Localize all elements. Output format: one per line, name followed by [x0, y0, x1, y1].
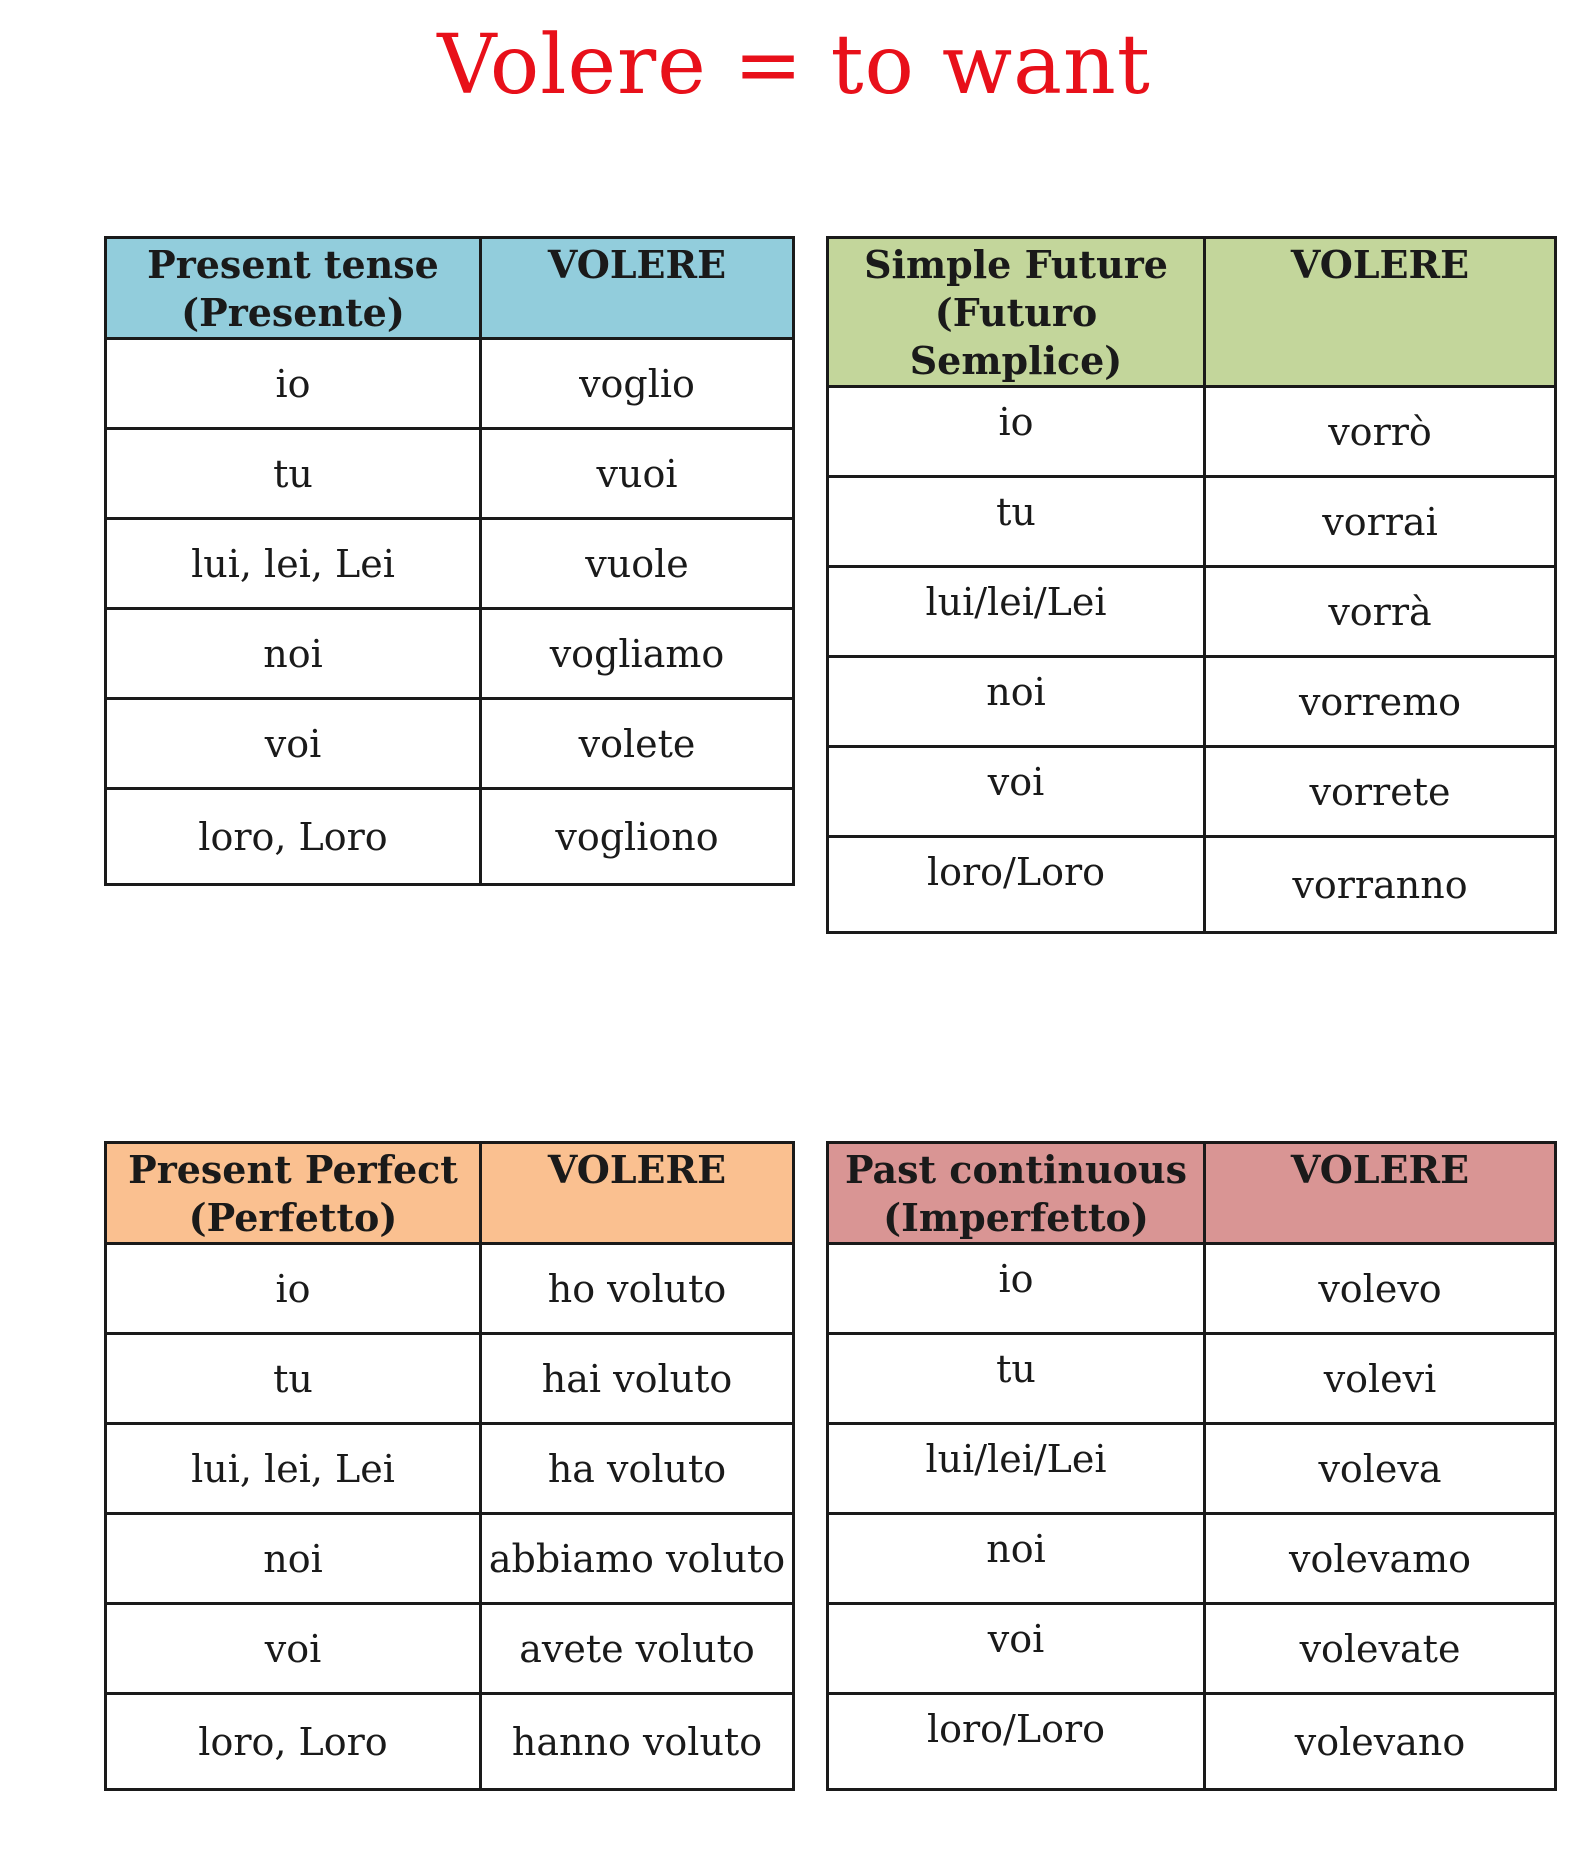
table-row — [828, 1694, 1556, 1790]
table-row — [828, 567, 1556, 657]
tense-italian-name: (Presente) — [181, 290, 405, 335]
table-row — [828, 657, 1556, 747]
conjugation-cell: vorrete — [1205, 747, 1556, 837]
pronoun-cell: loro/Loro — [828, 837, 1205, 933]
table-row — [106, 1604, 794, 1694]
page-title: Volere = to want — [437, 18, 1151, 113]
table-row — [106, 339, 794, 429]
conjugation-cell: vorranno — [1205, 837, 1556, 933]
table-row — [828, 1334, 1556, 1424]
verb-header: VOLERE — [481, 238, 794, 339]
present-tense-table — [104, 236, 795, 886]
tense-italian-name: (Perfetto) — [188, 1195, 398, 1240]
conjugation-cell: ha voluto — [481, 1424, 794, 1514]
pronoun-cell: voi — [828, 747, 1205, 837]
tense-header — [106, 1143, 481, 1244]
table-row — [828, 1424, 1556, 1514]
conjugation-cell: voleva — [1205, 1424, 1556, 1514]
pronoun-cell: noi — [106, 1514, 481, 1604]
table-row — [106, 1334, 794, 1424]
pronoun-cell: voi — [828, 1604, 1205, 1694]
conjugation-cell: hai voluto — [481, 1334, 794, 1424]
table-row — [106, 1424, 794, 1514]
table-row — [828, 387, 1556, 477]
conjugation-cell: volete — [481, 699, 794, 789]
pronoun-cell: voi — [106, 699, 481, 789]
table-row — [106, 1244, 794, 1334]
pronoun-cell: lui/lei/Lei — [828, 567, 1205, 657]
pronoun-cell: lui, lei, Lei — [106, 519, 481, 609]
tense-header — [828, 238, 1205, 387]
pronoun-cell: io — [106, 339, 481, 429]
conjugation-cell: ho voluto — [481, 1244, 794, 1334]
table-row — [106, 789, 794, 885]
tense-header — [106, 238, 481, 339]
conjugation-cell: hanno voluto — [481, 1694, 794, 1790]
conjugation-cell: vogliamo — [481, 609, 794, 699]
pronoun-cell: tu — [106, 1334, 481, 1424]
table-row — [106, 429, 794, 519]
table-row — [106, 699, 794, 789]
tense-italian-name: (Imperfetto) — [883, 1195, 1149, 1240]
pronoun-cell: lui/lei/Lei — [828, 1424, 1205, 1514]
table-row — [828, 747, 1556, 837]
conjugation-cell: volevano — [1205, 1694, 1556, 1790]
pronoun-cell: noi — [828, 657, 1205, 747]
pronoun-cell: tu — [828, 1334, 1205, 1424]
conjugation-cell: avete voluto — [481, 1604, 794, 1694]
verb-header: VOLERE — [1205, 238, 1556, 387]
conjugation-cell: vorrà — [1205, 567, 1556, 657]
table-row — [106, 519, 794, 609]
pronoun-cell: voi — [106, 1604, 481, 1694]
table-row — [828, 1604, 1556, 1694]
conjugation-cell: abbiamo voluto — [481, 1514, 794, 1604]
verb-header: VOLERE — [481, 1143, 794, 1244]
tense-name: Simple Future — [864, 242, 1168, 287]
tense-italian-name: (Futuro Semplice) — [909, 290, 1123, 383]
table-row — [106, 1694, 794, 1790]
pronoun-cell: noi — [106, 609, 481, 699]
table-row — [828, 477, 1556, 567]
past-continuous-table — [826, 1141, 1557, 1791]
conjugation-cell: voglio — [481, 339, 794, 429]
pronoun-cell: lui, lei, Lei — [106, 1424, 481, 1514]
conjugation-cell: vorremo — [1205, 657, 1556, 747]
conjugation-cell: volevo — [1205, 1244, 1556, 1334]
pronoun-cell: noi — [828, 1514, 1205, 1604]
conjugation-cell: vorrò — [1205, 387, 1556, 477]
pronoun-cell: loro/Loro — [828, 1694, 1205, 1790]
pronoun-cell: tu — [828, 477, 1205, 567]
pronoun-cell: io — [106, 1244, 481, 1334]
conjugation-cell: vorrai — [1205, 477, 1556, 567]
pronoun-cell: io — [828, 387, 1205, 477]
tense-name: Present tense — [147, 242, 439, 287]
table-header-row — [828, 238, 1556, 387]
conjugation-cell: volevate — [1205, 1604, 1556, 1694]
pronoun-cell: loro, Loro — [106, 789, 481, 885]
conjugation-cell: volevi — [1205, 1334, 1556, 1424]
conjugation-cell: vuoi — [481, 429, 794, 519]
present-perfect-table — [104, 1141, 795, 1791]
pronoun-cell: io — [828, 1244, 1205, 1334]
table-row — [828, 1514, 1556, 1604]
table-header-row — [828, 1143, 1556, 1244]
simple-future-table — [826, 236, 1557, 934]
conjugation-cell: volevamo — [1205, 1514, 1556, 1604]
conjugation-cell: vogliono — [481, 789, 794, 885]
verb-header: VOLERE — [1205, 1143, 1556, 1244]
pronoun-cell: loro, Loro — [106, 1694, 481, 1790]
tense-header — [828, 1143, 1205, 1244]
table-header-row — [106, 238, 794, 339]
tense-name: Past continuous — [844, 1147, 1188, 1192]
tense-name: Present Perfect — [128, 1147, 458, 1192]
conjugation-cell: vuole — [481, 519, 794, 609]
pronoun-cell: tu — [106, 429, 481, 519]
table-row — [106, 609, 794, 699]
table-header-row — [106, 1143, 794, 1244]
table-row — [828, 1244, 1556, 1334]
table-row — [828, 837, 1556, 933]
table-row — [106, 1514, 794, 1604]
